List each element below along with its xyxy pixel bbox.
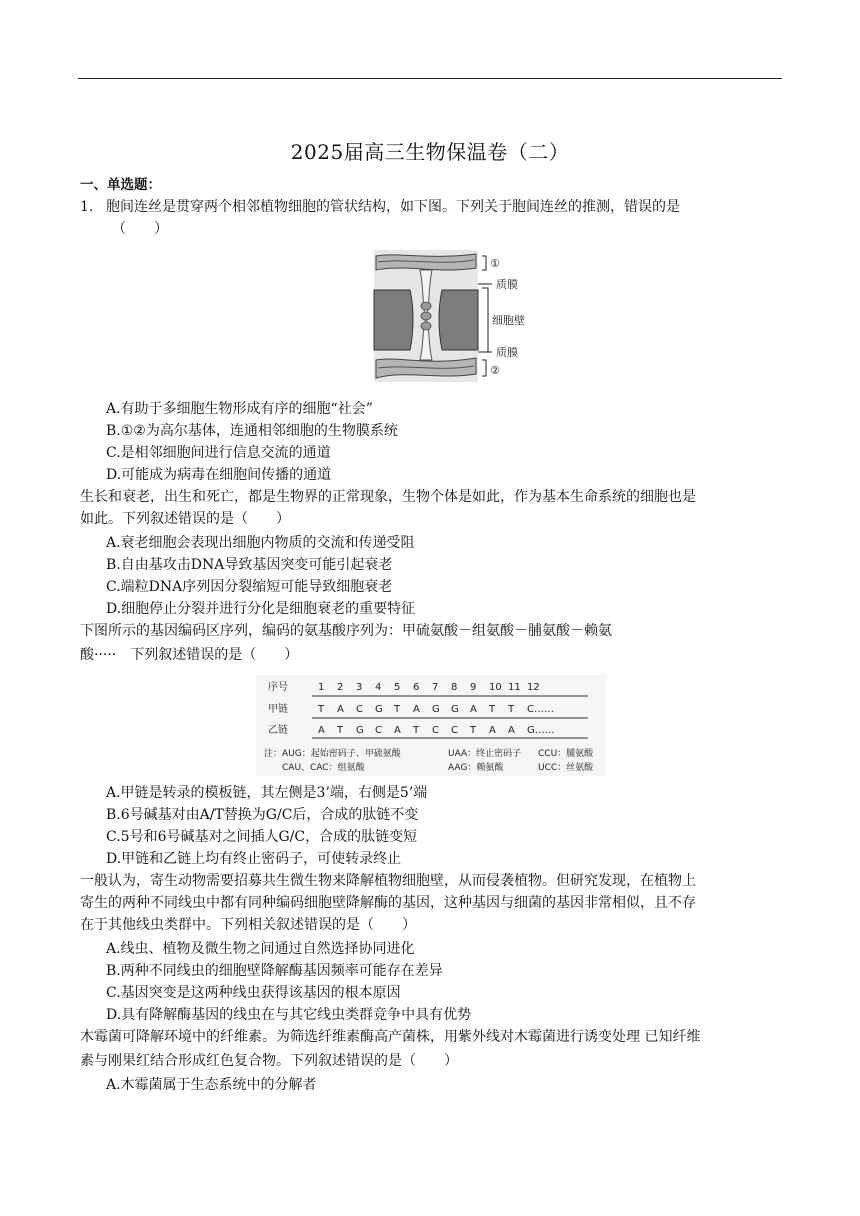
fig1-label-1: ① bbox=[490, 257, 500, 270]
seq-chain-b-cell: T bbox=[413, 725, 420, 736]
seq-note-1b: UAA：终止密码子 bbox=[448, 749, 522, 759]
seq-chain-a-cell: T bbox=[318, 704, 325, 715]
fig1-label-membrane-top: 质膜 bbox=[496, 278, 518, 291]
seq-row-label-chain-b: 乙链 bbox=[268, 725, 288, 736]
q4-option-c: C.基因突变是这两种线虫获得该基因的根本原因 bbox=[106, 985, 401, 1001]
q2-stem-line1: 生长和衰老，出生和死亡，都是生物界的正常现象，生物个体是如此，作为基本生命系统的细胞也是 bbox=[80, 489, 696, 505]
q2-option-a: A.衰老细胞会表现出细胞内物质的交流和传递受阻 bbox=[106, 535, 415, 551]
seq-chain-a-cell: A bbox=[470, 704, 477, 715]
q4-stem-line1: 一般认为，寄生动物需要招募共生微生物来降解植物细胞壁，从而侵袭植物。但研究发现，在植物上 bbox=[80, 873, 696, 889]
q1-option-b: B.①②为高尔基体，连通相邻细胞的生物膜系统 bbox=[106, 423, 398, 439]
seq-chain-a-cell: A bbox=[413, 704, 420, 715]
q4-stem-line3: 在于其他线虫类群中。下列相关叙述错误的是（ ） bbox=[80, 917, 416, 933]
seq-note-2c: UCC：丝氨酸 bbox=[538, 763, 594, 773]
q1-number: 1. bbox=[80, 199, 94, 215]
seq-number-cell: 5 bbox=[394, 682, 401, 693]
seq-number-cell: 11 bbox=[508, 682, 521, 693]
seq-chain-b-cell: G bbox=[356, 725, 364, 736]
q4-stem-line2: 寄生的两种不同线虫中都有同种编码细胞壁降解酶的基因，这种基因与细菌的基因非常相似，且不存 bbox=[80, 895, 696, 911]
header-rule bbox=[78, 78, 782, 79]
seq-chain-b-cell: G…… bbox=[527, 725, 555, 736]
q3-option-d: D.甲链和乙链上均有终止密码子，可使转录终止 bbox=[106, 851, 402, 867]
q4-option-d: D.具有降解酶基因的线虫在与其它线虫类群竞争中具有优势 bbox=[106, 1007, 472, 1023]
q1-option-c: C.是相邻细胞间进行信息交流的通道 bbox=[106, 445, 331, 461]
seq-note-2b: AAG：赖氨酸 bbox=[448, 763, 504, 773]
gene-sequence-table bbox=[256, 674, 606, 776]
seq-chain-b-cell: C bbox=[432, 725, 439, 736]
seq-chain-b-cell: A bbox=[508, 725, 515, 736]
q4-option-b: B.两种不同线虫的细胞壁降解酶基因频率可能存在差异 bbox=[106, 963, 443, 979]
seq-number-cell: 12 bbox=[527, 682, 540, 693]
q2-stem-line2: 如此。下列叙述错误的是（ ） bbox=[80, 511, 290, 527]
seq-number-cell: 3 bbox=[356, 682, 363, 693]
q3-stem-line2: 酸····· 下列叙述错误的是（ ） bbox=[80, 647, 299, 663]
q3-stem-line1: 下图所示的基因编码区序列，编码的氨基酸序列为：甲硫氨酸－组氨酸－脯氨酸－赖氨 bbox=[80, 623, 612, 639]
seq-chain-a-cell: A bbox=[337, 704, 344, 715]
seq-chain-a-cell: G bbox=[375, 704, 383, 715]
seq-chain-a-cell: C bbox=[356, 704, 363, 715]
seq-number-cell: 8 bbox=[451, 682, 458, 693]
seq-number-cell: 7 bbox=[432, 682, 439, 693]
seq-chain-b-cell: T bbox=[337, 725, 344, 736]
q1-stem-line2: （ ） bbox=[112, 221, 168, 237]
q1-stem-line1: 1. 胞间连丝是贯穿两个相邻植物细胞的管状结构，如下图。下列关于胞间连丝的推测，错误的是 bbox=[80, 196, 784, 218]
seq-chain-a-cell: T bbox=[394, 704, 401, 715]
q5-option-a: A.木霉菌属于生态系统中的分解者 bbox=[106, 1077, 317, 1093]
seq-note-1c: CCU：脯氨酸 bbox=[538, 749, 594, 759]
q5-stem-line1: 木霉菌可降解环境中的纤维素。为筛选纤维素酶高产菌株，用紫外线对木霉菌进行诱变处理 已知纤维 bbox=[80, 1029, 701, 1045]
q1-option-a: A.有助于多细胞生物形成有序的细胞“社会” bbox=[106, 401, 373, 417]
seq-number-cell: 9 bbox=[470, 682, 477, 693]
seq-note-2a: CAU、CAC：组氨酸 bbox=[282, 763, 365, 773]
seq-chain-b-cell: A bbox=[489, 725, 496, 736]
seq-chain-b-cell: A bbox=[318, 725, 325, 736]
q5-stem-line2: 素与刚果红结合形成红色复合物。下列叙述错误的是（ ） bbox=[80, 1053, 458, 1069]
seq-chain-a-cell: G bbox=[432, 704, 440, 715]
q4-option-a: A.线虫、植物及微生物之间通过自然选择协同进化 bbox=[106, 941, 415, 957]
seq-chain-a-cell: T bbox=[489, 704, 496, 715]
seq-number-cell: 10 bbox=[489, 682, 502, 693]
plasmodesmata-figure bbox=[368, 248, 548, 386]
seq-chain-a-cell: G bbox=[451, 704, 459, 715]
seq-number-cell: 2 bbox=[337, 682, 344, 693]
seq-number-cell: 4 bbox=[375, 682, 382, 693]
q2-option-c: C.端粒DNA序列因分裂缩短可能导致细胞衰老 bbox=[106, 579, 393, 595]
q2-option-b: B.自由基攻击DNA导致基因突变可能引起衰老 bbox=[106, 557, 393, 573]
q3-option-b: B.6号碱基对由A/T替换为G/C后，合成的肽链不变 bbox=[106, 807, 419, 823]
section-heading: 一、单选题： bbox=[80, 177, 161, 193]
seq-row-label-chain-a: 甲链 bbox=[268, 704, 288, 715]
seq-number-cell: 1 bbox=[318, 682, 325, 693]
fig1-label-2: ② bbox=[490, 364, 500, 377]
page-title: 2025届高三生物保温卷（二） bbox=[290, 140, 570, 164]
seq-chain-b-cell: T bbox=[470, 725, 477, 736]
seq-note-1a: 注：AUG：起始密码子、甲硫氨酸 bbox=[264, 749, 401, 759]
fig1-label-membrane-bottom: 质膜 bbox=[496, 346, 518, 359]
seq-chain-b-cell: C bbox=[451, 725, 458, 736]
seq-chain-a-cell: C…… bbox=[527, 704, 554, 715]
q2-option-d: D.细胞停止分裂并进行分化是细胞衰老的重要特征 bbox=[106, 601, 416, 617]
q3-option-c: C.5号和6号碱基对之间插人G/C，合成的肽链变短 bbox=[106, 829, 418, 845]
q3-option-a: A.甲链是转录的模板链，其左侧是3’端，右侧是5’端 bbox=[106, 785, 428, 801]
fig1-label-cell-wall: 细胞壁 bbox=[492, 314, 525, 327]
seq-chain-b-cell: C bbox=[375, 725, 382, 736]
seq-chain-b-cell: A bbox=[394, 725, 401, 736]
seq-row-label-number: 序号 bbox=[268, 682, 288, 693]
seq-chain-a-cell: T bbox=[508, 704, 515, 715]
seq-number-cell: 6 bbox=[413, 682, 420, 693]
q1-option-d: D.可能成为病毒在细胞间传播的通道 bbox=[106, 467, 332, 483]
